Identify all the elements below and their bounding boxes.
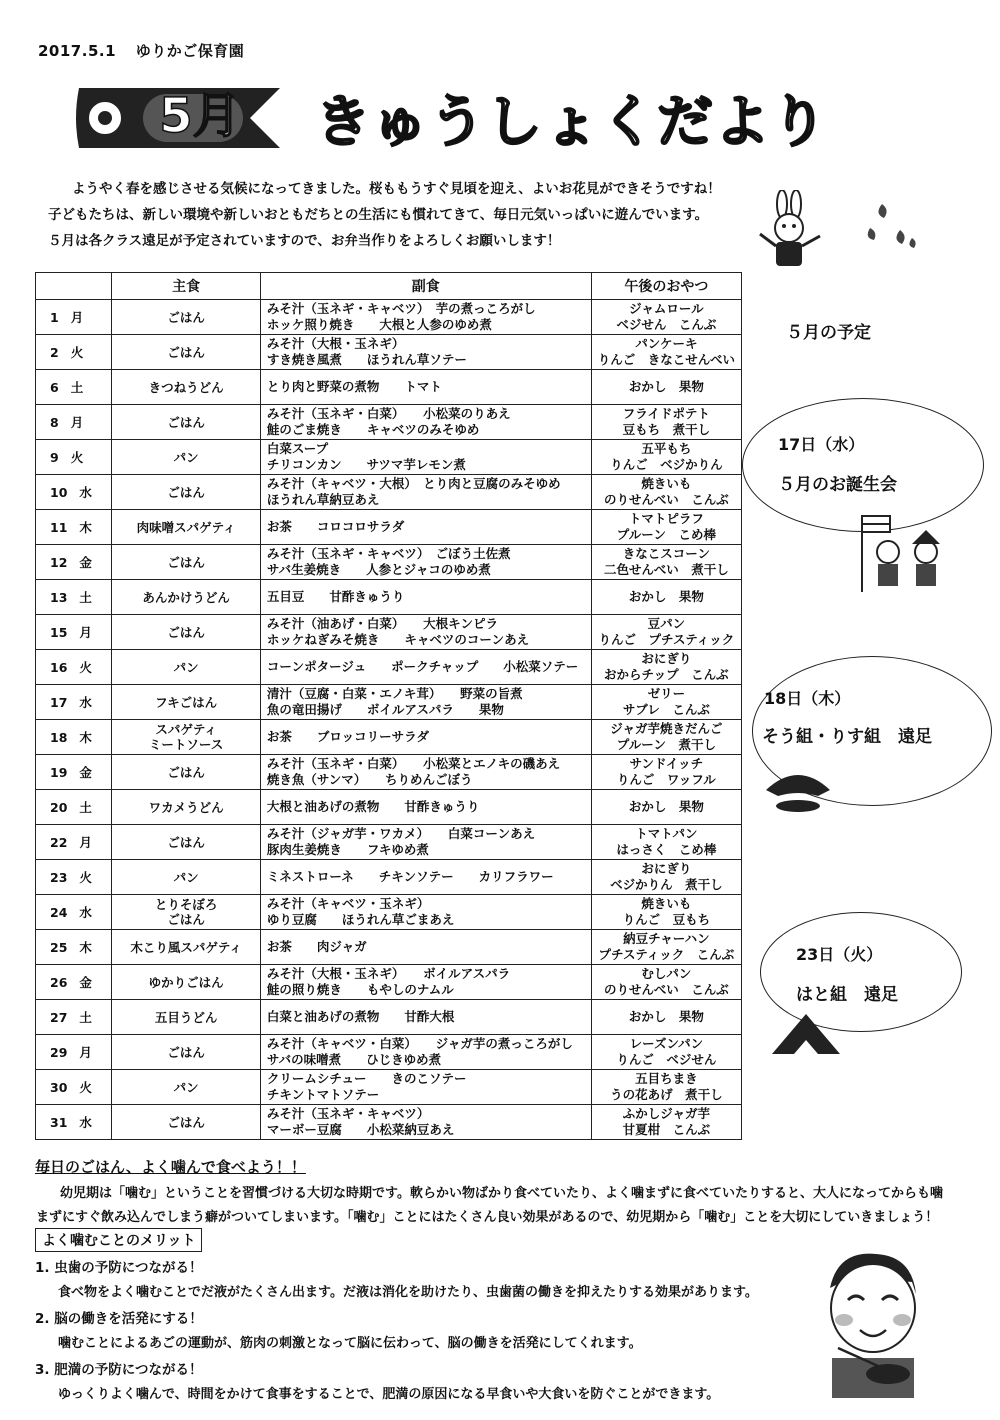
weekday: 月 (79, 835, 92, 850)
staple-cell: ごはん (112, 1035, 260, 1070)
snack-cell: おかし 果物 (591, 580, 741, 615)
snack-cell: パンケーキ りんご きなこせんべい (591, 335, 741, 370)
staple-cell: ごはん (112, 615, 260, 650)
weekday: 金 (79, 765, 92, 780)
rabbit-illustration-icon (752, 190, 832, 280)
side-dish-cell: みそ汁（大根・玉ネギ） ボイルアスパラ 鮭の照り焼き もやしのナムル (260, 965, 591, 1000)
staple-cell: ごはん (112, 405, 260, 440)
staple-cell: あんかけうどん (112, 580, 260, 615)
snack-cell: トマトピラフ プルーン こめ棒 (591, 510, 741, 545)
menu-table-body (36, 300, 742, 1140)
snack-cell: おかし 果物 (591, 790, 741, 825)
issue-date: 2017.5.1 (38, 42, 117, 60)
day-number: 2 (50, 345, 59, 360)
onigiri-illustration-icon (758, 760, 838, 820)
side-dish-cell: みそ汁（キャベツ・白菜） ジャガ芋の煮っころがし サバの味噌煮 ひじきゆめ煮 (260, 1035, 591, 1070)
day-number: 10 (50, 485, 68, 500)
intro-line: ようやく春を感じさせる気候になってきました。桜ももうすぐ見頃を迎え、よいお花見ができそうですね！ (72, 181, 721, 197)
side-dish-cell: 白菜と油あげの煮物 甘酢大根 (260, 1000, 591, 1035)
day-number: 19 (50, 765, 68, 780)
merit-title: 1. 虫歯の予防につながる！ (35, 1260, 203, 1276)
snack-cell: きなこスコーン 二色せんべい 煮干し (591, 545, 741, 580)
staple-cell: ごはん (112, 1105, 260, 1140)
month-badge: 5月 (159, 88, 241, 144)
day-cell (36, 370, 112, 405)
day-cell (36, 860, 112, 895)
snack-cell: おかし 果物 (591, 370, 741, 405)
table-row (36, 440, 742, 475)
snack-cell: ジャガ芋焼きだんご プルーン 煮干し (591, 720, 741, 755)
snack-cell: トマトパン はっさく こめ棒 (591, 825, 741, 860)
day-number: 18 (50, 730, 68, 745)
table-row (36, 930, 742, 965)
day-cell (36, 650, 112, 685)
tent-illustration-icon (766, 1010, 846, 1060)
snack-cell: 焼きいも りんご 豆もち (591, 895, 741, 930)
weekday: 月 (79, 625, 92, 640)
staple-cell: とりそぼろ ごはん (112, 895, 260, 930)
staple-cell: ごはん (112, 825, 260, 860)
day-cell (36, 615, 112, 650)
day-cell (36, 405, 112, 440)
merit-body: 噛むことによるあごの運動が、筋肉の刺激となって脳に伝わって、脳の働きを活発にしてくれます。 (58, 1336, 642, 1351)
table-row (36, 475, 742, 510)
day-cell (36, 930, 112, 965)
day-number: 23 (50, 870, 68, 885)
day-cell (36, 755, 112, 790)
day-number: 13 (50, 590, 68, 605)
day-number: 9 (50, 450, 59, 465)
staple-cell: ごはん (112, 545, 260, 580)
staple-cell: ごはん (112, 300, 260, 335)
weekday: 金 (79, 975, 92, 990)
article-heading: 毎日のごはん、よく噛んで食べよう！！ (35, 1158, 306, 1176)
staple-cell: ワカメうどん (112, 790, 260, 825)
side-dish-cell: 五目豆 甘酢きゅうり (260, 580, 591, 615)
table-row (36, 300, 742, 335)
weekday: 土 (79, 1010, 92, 1025)
weekday: 水 (79, 905, 92, 920)
snack-cell: 納豆チャーハン プチスティック こんぶ (591, 930, 741, 965)
table-row (36, 1000, 742, 1035)
merit-body: 食べ物をよく噛むことでだ液がたくさん出ます。だ液は消化を助けたり、虫歯菌の働きを抑えたりする効果があります。 (58, 1285, 758, 1300)
schedule-title: ５月の予定 (786, 323, 871, 343)
day-cell (36, 335, 112, 370)
day-number: 8 (50, 415, 59, 430)
snack-cell: 豆パン りんご プチスティック (591, 615, 741, 650)
event-date: 18日（木） (764, 689, 851, 708)
table-row (36, 580, 742, 615)
weekday: 木 (79, 730, 92, 745)
table-row (36, 790, 742, 825)
staple-cell: パン (112, 1070, 260, 1105)
day-number: 6 (50, 380, 59, 395)
nursery-name: ゆりかご保育園 (135, 42, 245, 60)
side-dish-cell: クリームシチュー きのこソテー チキントマトソテー (260, 1070, 591, 1105)
table-row (36, 1105, 742, 1140)
snack-cell: ゼリー サブレ こんぶ (591, 685, 741, 720)
weekday: 月 (70, 415, 84, 430)
weekday: 土 (79, 800, 92, 815)
day-cell (36, 440, 112, 475)
weekday: 木 (79, 940, 92, 955)
table-row (36, 370, 742, 405)
staple-cell: きつねうどん (112, 370, 260, 405)
day-cell (36, 1000, 112, 1035)
table-row (36, 615, 742, 650)
table-row (36, 965, 742, 1000)
boy-eating-illustration-icon (808, 1248, 938, 1398)
snack-cell: フライドポテト 豆もち 煮干し (591, 405, 741, 440)
side-dish-cell: みそ汁（油あげ・白菜） 大根キンピラ ホッケねぎみそ焼き キャベツのコーンあえ (260, 615, 591, 650)
page-title: きゅうしょくだより (315, 90, 828, 155)
day-cell (36, 895, 112, 930)
weekday: 水 (79, 485, 92, 500)
side-dish-cell: 白菜スープ チリコンカン サツマ芋レモン煮 (260, 440, 591, 475)
day-cell (36, 300, 112, 335)
staple-cell: パン (112, 440, 260, 475)
staple-cell: ごはん (112, 475, 260, 510)
day-number: 1 (50, 310, 59, 325)
article-paragraph: まずにすぐ飲み込んでしまう癖がついてしまいます。「噛む」ことにはたくさん良い効果があるので、幼児期から「噛む」ことを大切にしていきましょう！ (36, 1210, 939, 1225)
table-row (36, 545, 742, 580)
table-row (36, 1070, 742, 1105)
snack-cell: 五目ちまき うの花あげ 煮干し (591, 1070, 741, 1105)
day-cell (36, 1105, 112, 1140)
snack-cell: むしパン のりせんべい こんぶ (591, 965, 741, 1000)
article-paragraph: 幼児期は「噛む」ということを習慣づける大切な時期です。軟らかい物ばかり食べていたり、よく噛まずに食べていたりすると、大人になってからも噛 (60, 1186, 943, 1201)
issue-date-line (38, 40, 258, 61)
merit-body: ゆっくりよく噛んで、時間をかけて食事をすることで、肥満の原因になる早食いや大食いを防ぐことができます。 (58, 1387, 720, 1402)
intro-line: 子どもたちは、新しい環境や新しいおともだちとの生活にも慣れてきて、毎日元気いっぱいに遊んでいます。 (48, 207, 709, 223)
weekday: 土 (70, 380, 84, 395)
table-row (36, 685, 742, 720)
weekday: 火 (79, 1080, 92, 1095)
side-dish-cell: コーンポタージュ ポークチャップ 小松菜ソテー (260, 650, 591, 685)
day-number: 25 (50, 940, 68, 955)
event-name: ５月のお誕生会 (778, 475, 897, 495)
merit-title: 2. 脳の働きを活発にする！ (35, 1311, 203, 1327)
table-row (36, 860, 742, 895)
day-number: 11 (50, 520, 68, 535)
side-dish-cell: みそ汁（玉ネギ・キャベツ） マーボー豆腐 小松菜納豆あえ (260, 1105, 591, 1140)
staple-cell: 肉味噌スパゲティ (112, 510, 260, 545)
side-dish-cell: みそ汁（玉ネギ・白菜） 小松菜のりあえ 鮭のごま焼き キャベツのみそゆめ (260, 405, 591, 440)
day-number: 24 (50, 905, 68, 920)
day-number: 15 (50, 625, 68, 640)
side-dish-cell: みそ汁（キャベツ・大根） とり肉と豆腐のみそゆめ ほうれん草納豆あえ (260, 475, 591, 510)
weekday: 木 (79, 520, 92, 535)
merit-title: 3. 肥満の予防につながる！ (35, 1362, 203, 1378)
column-header-day (36, 273, 112, 300)
day-number: 20 (50, 800, 68, 815)
staple-cell: フキごはん (112, 685, 260, 720)
weekday: 火 (79, 660, 92, 675)
table-row (36, 335, 742, 370)
weekday: 月 (70, 310, 84, 325)
day-cell (36, 1070, 112, 1105)
day-number: 26 (50, 975, 68, 990)
table-row (36, 895, 742, 930)
column-header-staple: 主食 (112, 273, 260, 300)
side-dish-cell: お茶 肉ジャガ (260, 930, 591, 965)
side-dish-cell: とり肉と野菜の煮物 トマト (260, 370, 591, 405)
table-row (36, 720, 742, 755)
day-cell (36, 1035, 112, 1070)
staple-cell: ごはん (112, 755, 260, 790)
day-number: 27 (50, 1010, 68, 1025)
side-dish-cell: お茶 コロコロサラダ (260, 510, 591, 545)
snack-cell: 焼きいも のりせんべい こんぶ (591, 475, 741, 510)
snack-cell: サンドイッチ りんご ワッフル (591, 755, 741, 790)
merit-heading: よく噛むことのメリット (35, 1228, 202, 1252)
day-number: 30 (50, 1080, 68, 1095)
table-row (36, 755, 742, 790)
day-cell (36, 790, 112, 825)
day-cell (36, 685, 112, 720)
table-row (36, 1035, 742, 1070)
day-number: 22 (50, 835, 68, 850)
day-cell (36, 510, 112, 545)
day-number: 12 (50, 555, 68, 570)
staple-cell: スパゲティ ミートソース (112, 720, 260, 755)
table-row (36, 510, 742, 545)
snack-cell: ふかしジャガ芋 甘夏柑 こんぶ (591, 1105, 741, 1140)
event-name: そう組・りす組 遠足 (762, 727, 932, 747)
day-number: 16 (50, 660, 68, 675)
snack-cell: おかし 果物 (591, 1000, 741, 1035)
weekday: 月 (79, 1045, 92, 1060)
weekday: 火 (79, 870, 92, 885)
menu-table (35, 272, 742, 1140)
side-dish-cell: みそ汁（大根・玉ネギ） すき焼き風煮 ほうれん草ソテー (260, 335, 591, 370)
column-header-side: 副食 (260, 273, 591, 300)
day-cell (36, 545, 112, 580)
staple-cell: ゆかりごはん (112, 965, 260, 1000)
staple-cell: ごはん (112, 335, 260, 370)
side-dish-cell: ミネストローネ チキンソテー カリフラワー (260, 860, 591, 895)
staple-cell: 五目うどん (112, 1000, 260, 1035)
weekday: 火 (70, 345, 84, 360)
side-dish-cell: 大根と油あげの煮物 甘酢きゅうり (260, 790, 591, 825)
weekday: 水 (79, 695, 92, 710)
weekday: 火 (70, 450, 84, 465)
snack-cell: おにぎり おからチップ こんぶ (591, 650, 741, 685)
weekday: 水 (79, 1115, 92, 1130)
side-dish-cell: 清汁（豆腐・白菜・エノキ茸） 野菜の旨煮 魚の竜田揚げ ボイルアスパラ 果物 (260, 685, 591, 720)
side-dish-cell: みそ汁（ジャガ芋・ワカメ） 白菜コーンあえ 豚肉生姜焼き フキゆめ煮 (260, 825, 591, 860)
day-cell (36, 475, 112, 510)
event-name: はと組 遠足 (796, 985, 898, 1005)
day-number: 17 (50, 695, 68, 710)
table-row (36, 650, 742, 685)
day-number: 29 (50, 1045, 68, 1060)
event-date: 17日（水） (778, 435, 865, 454)
event-date: 23日（火） (796, 945, 883, 964)
intro-line: ５月は各クラス遠足が予定されていますので、お弁当作りをよろしくお願いします！ (48, 233, 561, 249)
day-cell (36, 580, 112, 615)
table-row (36, 825, 742, 860)
side-dish-cell: みそ汁（玉ネギ・キャベツ） 芋の煮っころがし ホッケ照り焼き 大根と人参のゆめ煮 (260, 300, 591, 335)
table-row (36, 405, 742, 440)
day-cell (36, 965, 112, 1000)
staple-cell: パン (112, 650, 260, 685)
side-dish-cell: みそ汁（玉ネギ・キャベツ） ごぼう土佐煮 サバ生姜焼き 人参とジャコのゆめ煮 (260, 545, 591, 580)
table-header-row (36, 273, 742, 300)
day-number: 31 (50, 1115, 68, 1130)
staple-cell: パン (112, 860, 260, 895)
children-flag-illustration-icon (848, 512, 958, 602)
weekday: 土 (79, 590, 92, 605)
day-cell (36, 720, 112, 755)
staple-cell: 木こり風スパゲティ (112, 930, 260, 965)
snack-cell: おにぎり ベジかりん 煮干し (591, 860, 741, 895)
side-dish-cell: みそ汁（玉ネギ・白菜） 小松菜とエノキの磯あえ 焼き魚（サンマ） ちりめんごぼう (260, 755, 591, 790)
day-cell (36, 825, 112, 860)
petals-icon (862, 202, 922, 252)
weekday: 金 (79, 555, 92, 570)
side-dish-cell: お茶 ブロッコリーサラダ (260, 720, 591, 755)
column-header-snack: 午後のおやつ (591, 273, 741, 300)
snack-cell: 五平もち りんご ベジかりん (591, 440, 741, 475)
snack-cell: レーズンパン りんご ベジせん (591, 1035, 741, 1070)
side-dish-cell: みそ汁（キャベツ・玉ネギ） ゆり豆腐 ほうれん草ごまあえ (260, 895, 591, 930)
snack-cell: ジャムロール ベジせん こんぶ (591, 300, 741, 335)
